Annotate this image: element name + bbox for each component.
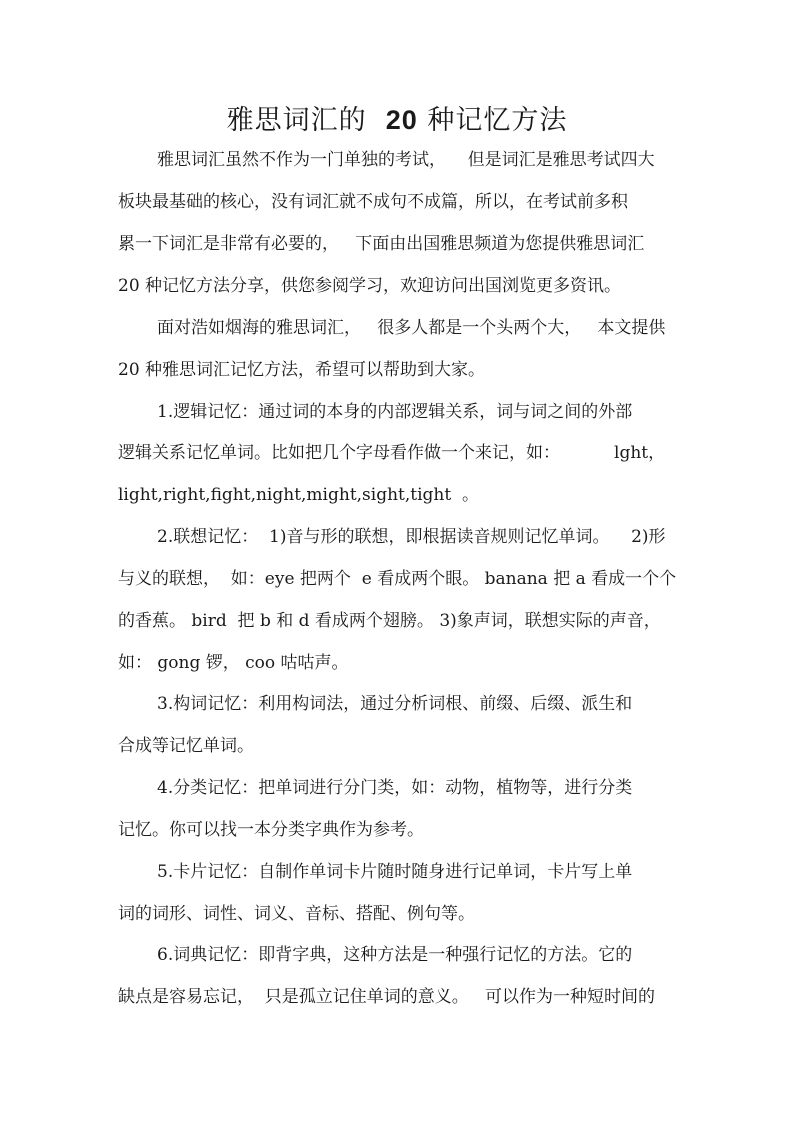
body-line: 2.联想记忆： 1)音与形的联想，即根据读音规则记忆单词。 2)形 [157, 527, 666, 547]
body-line: 6.词典记忆：即背字典，这种方法是一种强行记忆的方法。它的 [157, 945, 633, 965]
body-line: 累一下词汇是非常有必要的， 下面由出国雅思频道为您提供雅思词汇 [118, 234, 645, 254]
body-line: 板块最基础的核心，没有词汇就不成句不成篇，所以，在考试前多积 [118, 192, 628, 212]
body-line: 4.分类记忆：把单词进行分门类，如：动物，植物等，进行分类 [157, 778, 633, 798]
body-line: 雅思词汇虽然不作为一门单独的考试， 但是词汇是雅思考试四大 [157, 150, 655, 170]
body-line: 合成等记忆单词。 [118, 736, 254, 756]
body-line: 20 种雅思词汇记忆方法，希望可以帮助到大家。 [118, 360, 486, 380]
body-line: 如： gong 锣， coo 咕咕声。 [118, 653, 349, 673]
body-line: 缺点是容易忘记， 只是孤立记住单词的意义。 可以作为一种短时间的 [118, 987, 656, 1007]
body-line: 5.卡片记忆：自制作单词卡片随时随身进行记单词，卡片写上单 [157, 862, 633, 882]
body-line: 逻辑关系记忆单词。比如把几个字母看作做一个来记，如： lght， [118, 443, 666, 463]
body-line: 记忆。你可以找一本分类字典作为参考。 [118, 820, 424, 840]
body-line: light,right,fight,night,might,sight,tight 。 [118, 485, 480, 505]
body-line: 20 种记忆方法分享，供您参阅学习，欢迎访问出国浏览更多资讯。 [118, 276, 622, 296]
body-line: 的香蕉。 bird 把 b 和 d 看成两个翅膀。 3)象声词，联想实际的声音， [118, 611, 661, 631]
body-line: 与义的联想， 如：eye 把两个 e 看成两个眼。 banana 把 a 看成一个个 [118, 569, 677, 589]
title-suffix: 种记忆方法 [427, 105, 568, 136]
body-line: 词的词形、词性、词义、音标、搭配、例句等。 [118, 904, 475, 924]
body-line: 1.逻辑记忆：通过词的本身的内部逻辑关系，词与词之间的外部 [157, 402, 633, 422]
body-line: 面对浩如烟海的雅思词汇， 很多人都是一个头两个大， 本文提供 [157, 318, 666, 338]
body-line: 3.构词记忆：利用构词法，通过分析词根、前缀、后缀、派生和 [157, 694, 633, 714]
title-prefix: 雅思词汇的 [226, 105, 367, 136]
title-number: 20 [385, 105, 418, 135]
page-title [0, 100, 794, 141]
